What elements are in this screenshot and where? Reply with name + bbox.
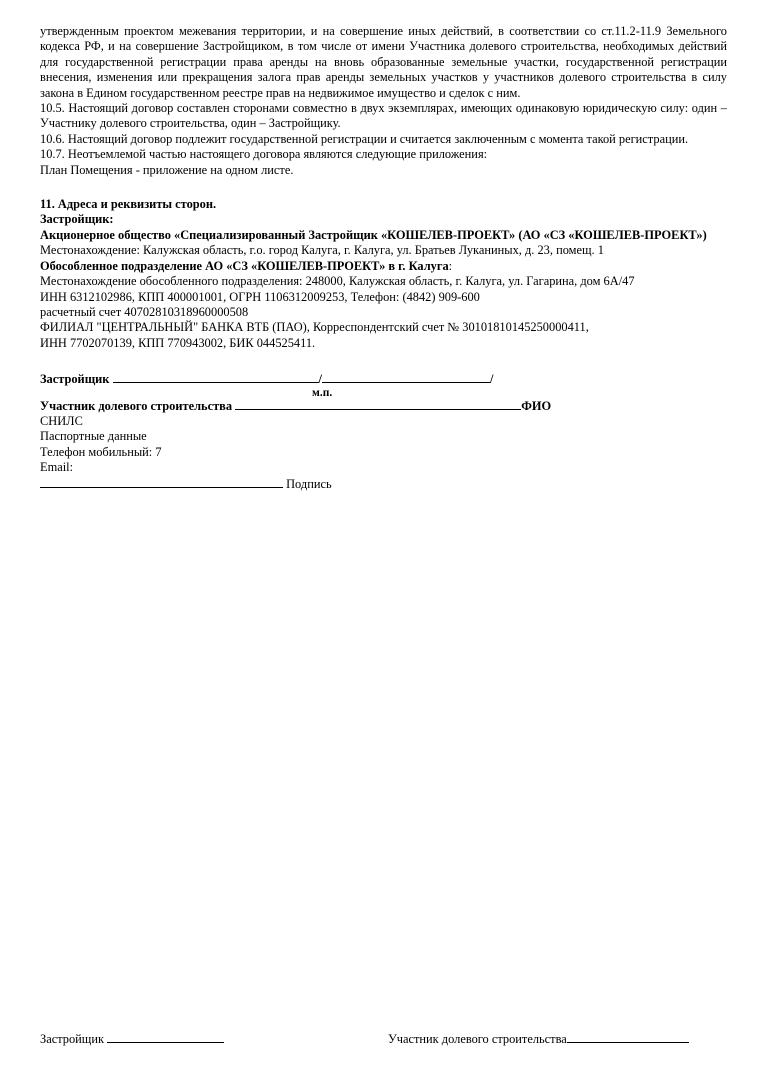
- signature-line: [40, 476, 727, 492]
- bank-line: ФИЛИАЛ "ЦЕНТРАЛЬНЫЙ" БАНКА ВТБ (ПАО), Корреспондентский счет № 30101810145250000411,: [40, 320, 589, 335]
- clause-10-6: 10.6. Настоящий договор подлежит государственной регистрации и считается заключенным с момента такой регистрации.: [40, 131, 689, 146]
- developer-name-blank[interactable]: [322, 371, 490, 383]
- passport-label: Паспортные данные: [40, 429, 147, 444]
- participant-signature-line: [40, 398, 727, 414]
- footer-participant-label: Участник долевого строительства: [388, 1032, 567, 1046]
- phone-label: Телефон мобильный: 7: [40, 444, 162, 459]
- footer-developer-label: Застройщик: [40, 1032, 104, 1046]
- branch-colon: :: [448, 258, 453, 273]
- developer-location: Местонахождение: Калужская область, г.о. город Калуга, г. Калуга, ул. Братьев Луканиных, д. 23, помещ. 1: [40, 243, 604, 258]
- bank-ids-line: ИНН 7702070139, КПП 770943002, БИК 044525411.: [40, 335, 316, 350]
- signature-slash-1: /: [318, 372, 322, 387]
- developer-signature-blank[interactable]: [113, 371, 319, 383]
- signature-slash-2: /: [490, 372, 494, 387]
- clause-10-5: 10.5. Настоящий договор составлен сторонами совместно в двух экземплярах, имеющих одинаковую юридическую силу: один – Участнику долевого строительства, один – Застройщику.: [40, 101, 727, 131]
- fio-label: ФИО: [521, 398, 552, 413]
- email-label: Email:: [40, 460, 74, 475]
- branch-line: [40, 259, 727, 274]
- section-11-heading: 11. Адреса и реквизиты сторон.: [40, 197, 217, 212]
- participant-signature-blank[interactable]: [40, 476, 283, 488]
- signature-label: Подпись: [286, 476, 332, 491]
- developer-signature-line: [40, 371, 727, 400]
- footer-participant: [388, 1031, 689, 1047]
- account-line: расчетный счет 40702810318960000508: [40, 304, 249, 319]
- inn-line: ИНН 6312102986, КПП 400001001, ОГРН 1106312009253, Телефон: (4842) 909-600: [40, 289, 480, 304]
- developer-signature-label: Застройщик: [40, 372, 110, 387]
- branch-location: Местонахождение обособленного подразделения: 248000, Калужская область, г. Калуга, ул. Гагарина, дом 6А/47: [40, 274, 635, 289]
- footer-participant-blank[interactable]: [567, 1031, 689, 1043]
- footer-developer: [40, 1031, 224, 1047]
- document-page: [40, 24, 727, 492]
- participant-fio-blank[interactable]: [235, 398, 521, 410]
- clause-10-7: 10.7. Неотъемлемой частью настоящего договора являются следующие приложения:: [40, 147, 488, 162]
- snils-label: СНИЛС: [40, 413, 83, 428]
- participant-label: Участник долевого строительства: [40, 398, 233, 413]
- footer-developer-blank[interactable]: [107, 1031, 224, 1043]
- stamp-placeholder: м.п.: [312, 387, 333, 400]
- developer-name: Акционерное общество «Специализированный Застройщик «КОШЕЛЕВ-ПРОЕКТ» (АО «СЗ «КОШЕЛЕВ-ПРОЕКТ»): [40, 227, 707, 242]
- developer-label: Застройщик:: [40, 212, 114, 227]
- clause-10-4-tail: утвержденным проектом межевания территории, и на совершение иных действий, в соответствии со ст.11.2-11.9 Земельного кодекса РФ, и на совершение Застройщиком, в том числе от имени Участника долевого строительства, необходимых действий для государственной регистрации права аренды на вновь образованные земельные участки, государственной регистрации внесения, изменения или прекращения залога прав аренды земельных участков у участников долевого строительства в силу закона в Едином государственном реестре прав на недвижимое имущество и сделок с ним.: [40, 24, 727, 100]
- appendix-line: План Помещения - приложение на одном листе.: [40, 162, 294, 177]
- page-footer: [40, 1031, 727, 1047]
- branch-name: Обособленное подразделение АО «СЗ «КОШЕЛЕВ-ПРОЕКТ» в г. Калуга: [40, 258, 449, 273]
